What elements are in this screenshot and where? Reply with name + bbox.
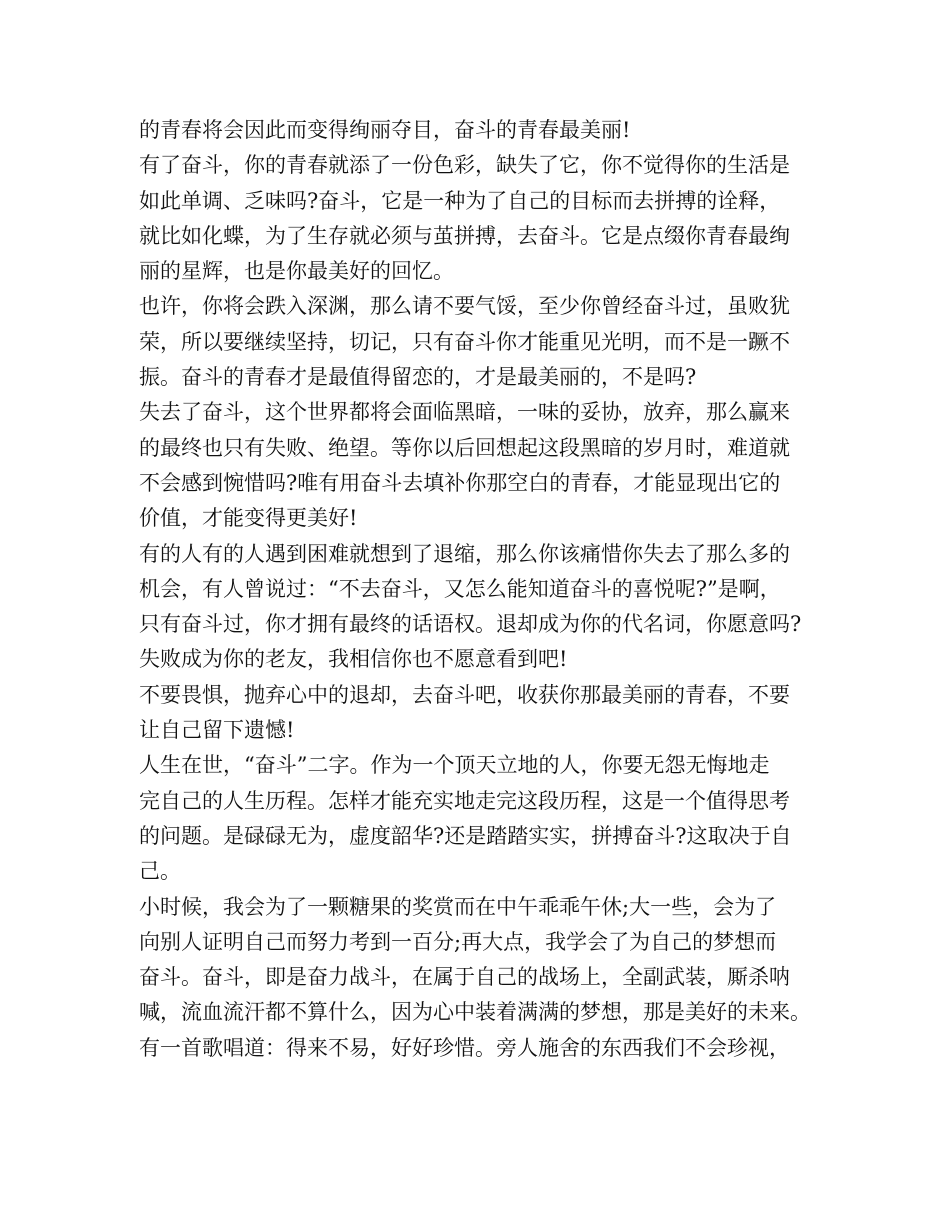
text-line: 向别人证明自己而努力考到一百分;再大点，我学会了为自己的梦想而: [139, 929, 777, 954]
text-line: 完自己的人生历程。怎样才能充实地走完这段历程，这是一个值得思考: [139, 788, 790, 813]
text-line: 有了奋斗，你的青春就添了一份色彩，缺失了它，你不觉得你的生活是: [139, 153, 790, 178]
text-line: 丽的星辉，也是你最美好的回忆。: [139, 259, 454, 284]
text-line: 有的人有的人遇到困难就想到了退缩，那么你该痛惜你失去了那么多的: [139, 541, 790, 566]
text-line: 小时候，我会为了一颗糖果的奖赏而在中午乖乖午休;大一些，会为了: [139, 894, 777, 919]
text-line: 只有奋斗过，你才拥有最终的话语权。退却成为你的代名词，你愿意吗?: [139, 612, 802, 637]
text-line: 价值，才能变得更美好!: [139, 506, 358, 531]
text-line: 机会，有人曾说过：“不去奋斗，又怎么能知道奋斗的喜悦呢?”是啊，: [139, 576, 781, 601]
text-line: 就比如化蝶，为了生存就必须与茧拼搏，去奋斗。它是点缀你青春最绚: [139, 223, 790, 248]
text-line: 不要畏惧，抛弃心中的退却，去奋斗吧，收获你那最美丽的青春，不要: [139, 682, 790, 707]
text-line: 也许，你将会跌入深渊，那么请不要气馁，至少你曾经奋斗过，虽败犹: [139, 294, 790, 319]
essay-body: [139, 113, 829, 1066]
text-line: 的最终也只有失败、绝望。等你以后回想起这段黑暗的岁月时，难道就: [139, 435, 790, 460]
text-line: 振。奋斗的青春才是最值得留恋的，才是最美丽的，不是吗?: [139, 365, 697, 390]
text-line: 失去了奋斗，这个世界都将会面临黑暗，一味的妥协，放弃，那么赢来: [139, 400, 790, 425]
text-line: 的青春将会因此而变得绚丽夺目，奋斗的青春最美丽!: [139, 118, 631, 142]
text-line: 奋斗。奋斗，即是奋力战斗，在属于自己的战场上，全副武装，厮杀呐: [139, 965, 790, 990]
text-line: 己。: [139, 859, 181, 884]
text-line: 荣，所以要继续坚持，切记，只有奋斗你才能重见光明，而不是一蹶不: [139, 329, 790, 354]
text-line: 失败成为你的老友，我相信你也不愿意看到吧!: [139, 647, 568, 672]
text-line: 人生在世，“奋斗”二字。作为一个顶天立地的人，你要无怨无悔地走: [139, 753, 770, 778]
text-line: 让自己留下遗憾!: [139, 718, 295, 743]
text-line: 不会感到惋惜吗?唯有用奋斗去填补你那空白的青春，才能显现出它的: [139, 470, 781, 495]
text-line: 有一首歌唱道：得来不易，好好珍惜。旁人施舍的东西我们不会珍视，: [139, 1035, 790, 1060]
text-line: 喊，流血流汗都不算什么，因为心中装着满满的梦想，那是美好的未来。: [139, 1000, 811, 1025]
text-line: 如此单调、乏味吗?奋斗，它是一种为了自己的目标而去拼搏的诠释，: [139, 188, 781, 213]
text-line: 的问题。是碌碌无为，虚度韶华?还是踏踏实实，拼搏奋斗?这取决于自: [139, 823, 792, 848]
